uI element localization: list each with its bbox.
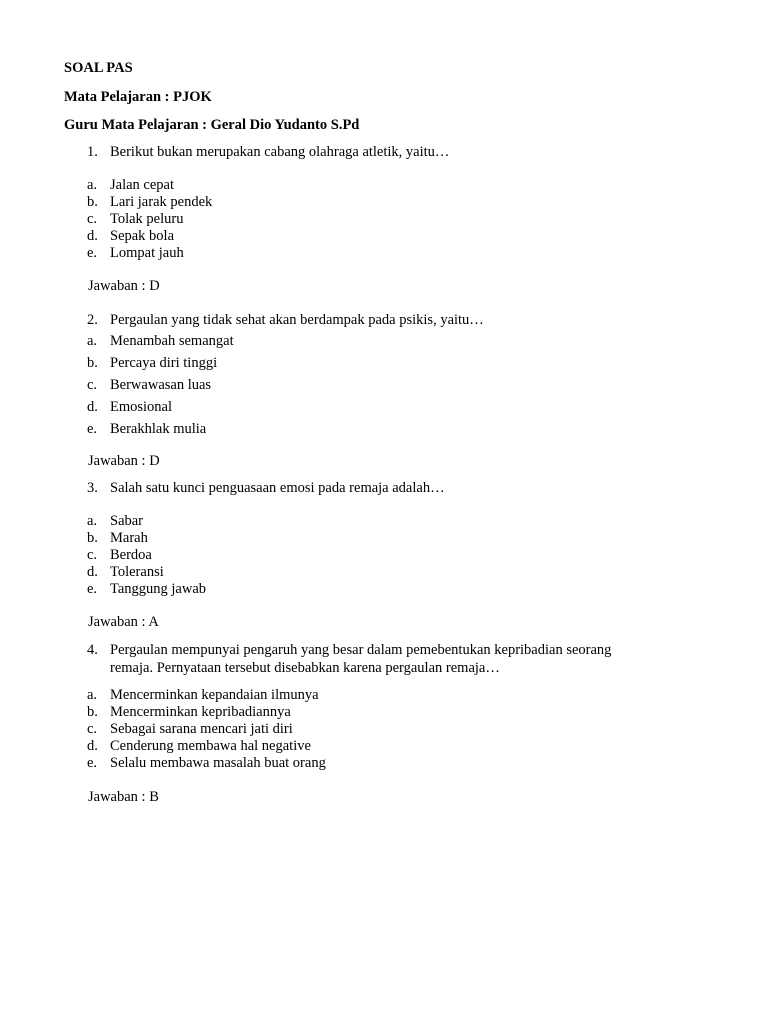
option-letter: d.: [87, 564, 98, 580]
option-text: Mencerminkan kepribadiannya: [110, 704, 291, 720]
question-number: 3.: [87, 480, 98, 496]
option-letter: d.: [87, 399, 98, 415]
option-text: Mencerminkan kepandaian ilmunya: [110, 687, 319, 703]
option-text: Berakhlak mulia: [110, 421, 207, 437]
question-text: Salah satu kunci penguasaan emosi pada remaja adalah…: [110, 480, 445, 496]
answer-key: Jawaban : B: [88, 789, 159, 805]
question-number: 4.: [87, 642, 98, 658]
option-text: Lari jarak pendek: [110, 194, 213, 210]
question-number: 1.: [87, 144, 98, 160]
question-number: 2.: [87, 312, 98, 328]
option-text: Berwawasan luas: [110, 377, 212, 393]
option-text: Marah: [110, 530, 148, 546]
option-text: Tanggung jawab: [110, 581, 207, 597]
option-letter: e.: [87, 581, 98, 597]
option-text: Lompat jauh: [110, 245, 184, 261]
option-text: Jalan cepat: [110, 177, 175, 193]
option-letter: d.: [87, 738, 98, 754]
option-text: Selalu membawa masalah buat orang: [110, 755, 326, 771]
option-text: Sebagai sarana mencari jati diri: [110, 721, 293, 737]
option-letter: e.: [87, 421, 98, 437]
option-letter: e.: [87, 755, 98, 771]
option-letter: b.: [87, 355, 98, 371]
option-letter: a.: [87, 333, 98, 349]
option-text: Cenderung membawa hal negative: [110, 738, 311, 754]
question-text: Pergaulan mempunyai pengaruh yang besar dalam pemebentukan kepribadian seorang: [110, 642, 612, 658]
answer-key: Jawaban : A: [88, 614, 159, 630]
option-text: Percaya diri tinggi: [110, 355, 218, 371]
option-letter: a.: [87, 513, 98, 529]
option-letter: b.: [87, 194, 98, 210]
option-letter: c.: [87, 547, 98, 563]
option-letter: b.: [87, 530, 98, 546]
answer-key: Jawaban : D: [88, 453, 160, 469]
answer-key: Jawaban : D: [88, 278, 160, 294]
option-text: Tolak peluru: [110, 211, 184, 227]
document-title: SOAL PAS: [64, 60, 133, 76]
question-text: remaja. Pernyataan tersebut disebabkan karena pergaulan remaja…: [110, 660, 500, 676]
option-text: Berdoa: [110, 547, 152, 563]
option-letter: a.: [87, 177, 98, 193]
option-text: Emosional: [110, 399, 173, 415]
option-text: Toleransi: [110, 564, 164, 580]
option-letter: e.: [87, 245, 98, 261]
teacher-line: Guru Mata Pelajaran : Geral Dio Yudanto S.Pd: [64, 117, 360, 133]
subject-line: Mata Pelajaran : PJOK: [64, 89, 212, 105]
question-text: Pergaulan yang tidak sehat akan berdampak pada psikis, yaitu…: [110, 312, 484, 328]
question-text: Berikut bukan merupakan cabang olahraga atletik, yaitu…: [110, 144, 450, 160]
option-letter: c.: [87, 211, 98, 227]
option-letter: b.: [87, 704, 98, 720]
option-text: Menambah semangat: [110, 333, 234, 349]
option-text: Sabar: [110, 513, 144, 529]
option-letter: c.: [87, 377, 98, 393]
option-text: Sepak bola: [110, 228, 175, 244]
option-letter: c.: [87, 721, 98, 737]
option-letter: a.: [87, 687, 98, 703]
option-letter: d.: [87, 228, 98, 244]
